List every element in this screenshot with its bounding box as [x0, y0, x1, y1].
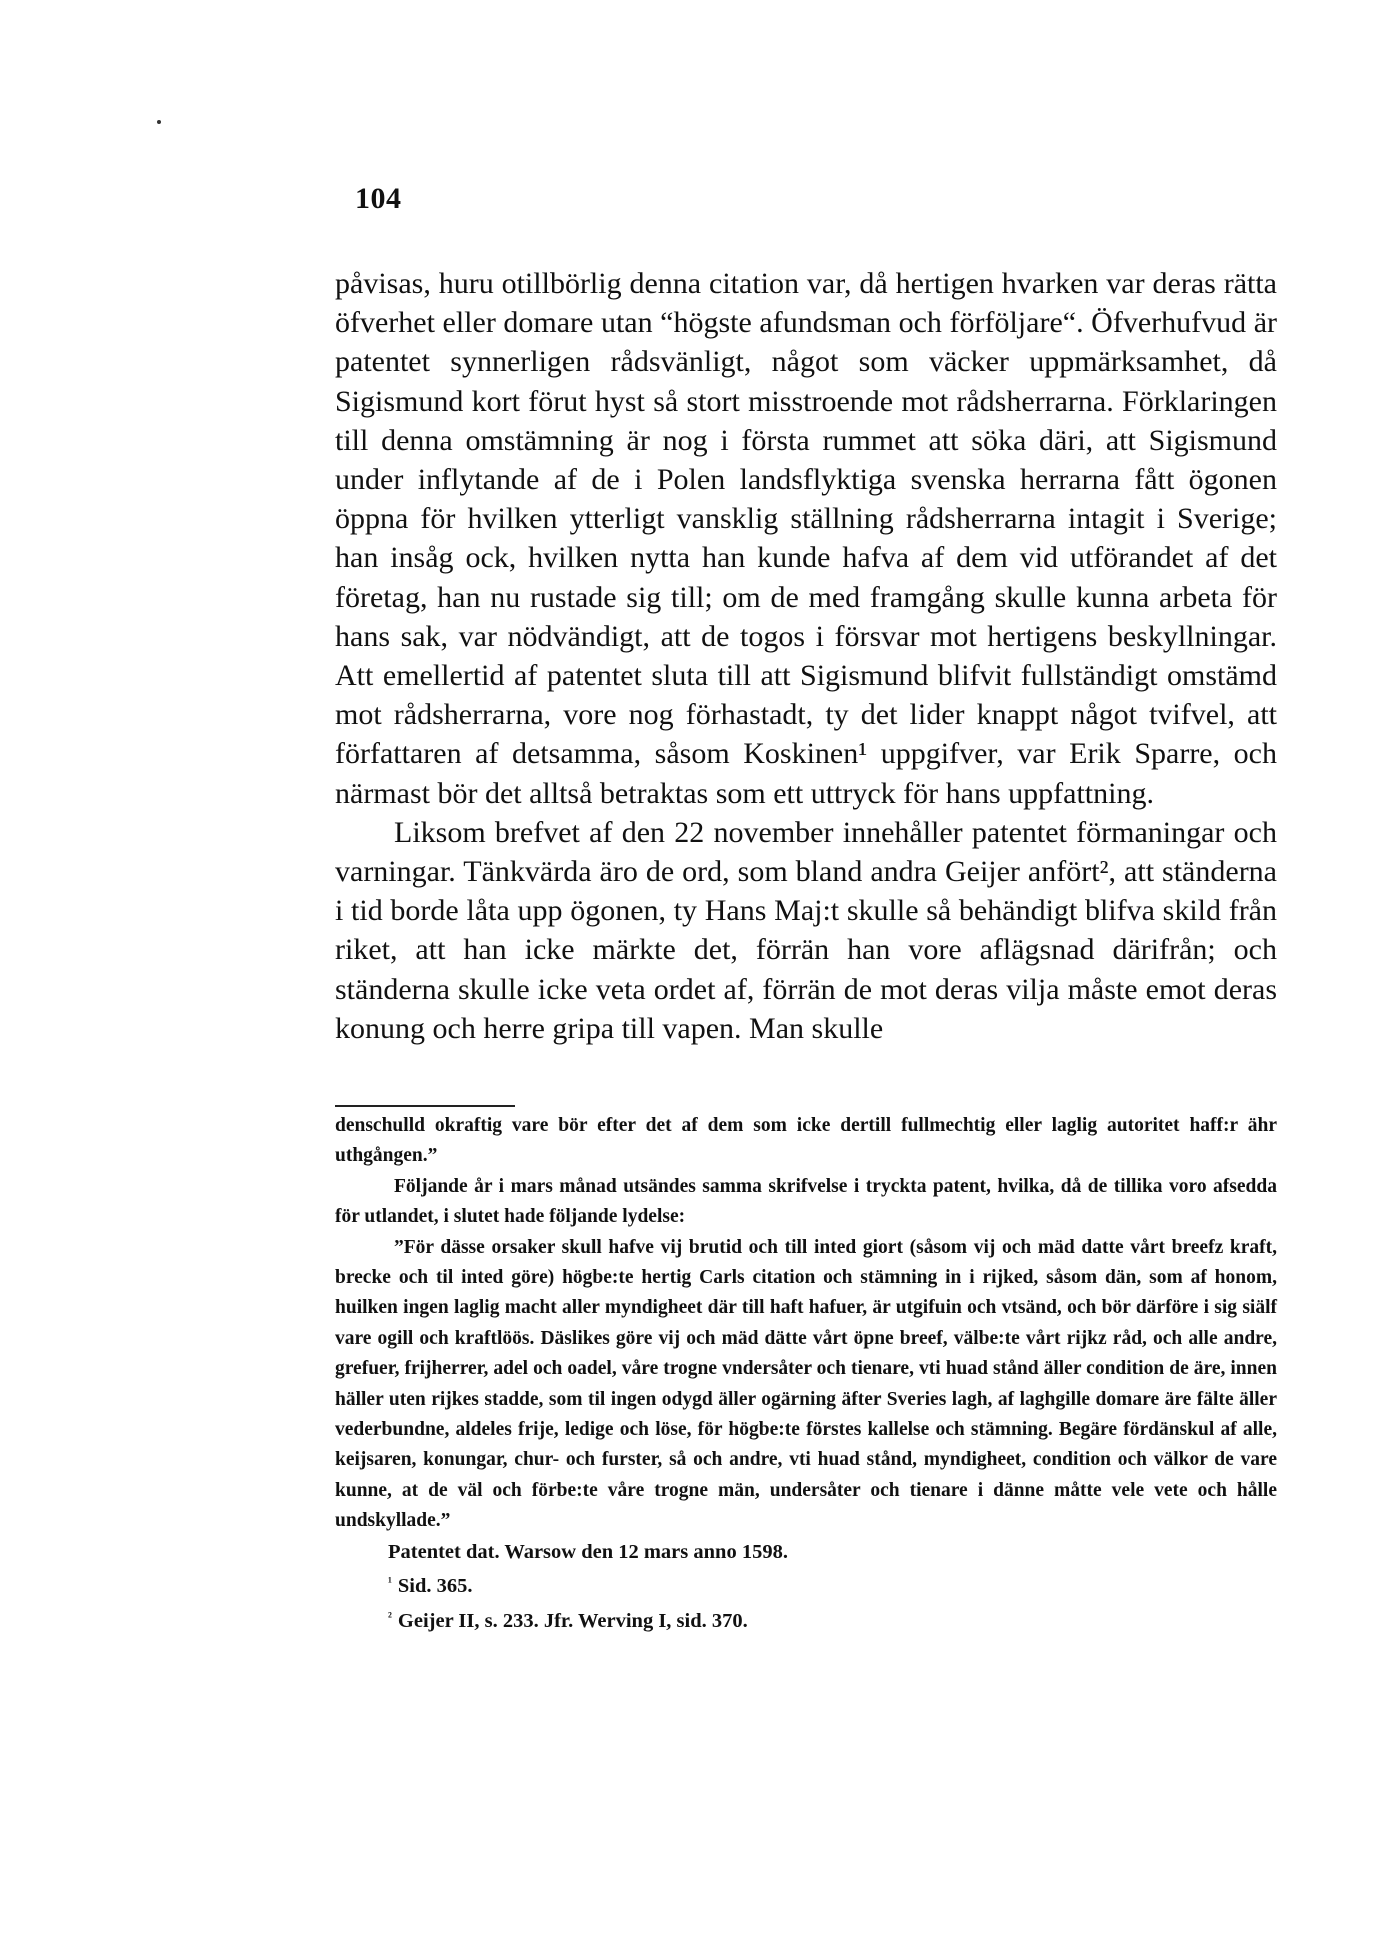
footnote-marker: ²: [388, 1608, 392, 1624]
footnote-1: [335, 1567, 1277, 1601]
note-quote: ”För dässe orsaker skull hafve vij brutid och till inted giort (såsom vij och mäd datte vårt breefz kraft, brecke och til inted göre) högbe:te hertig Carls citation och stämning in i rijked, såsom dän, som af honom, huilken ingen laglig macht aller myndigheet där till haft hafuer, är utgifuin och vtsänd, och bör därföre i sig siälf vare ogill och kraftlöös. Däslikes göre vij och mäd dätte vårt öpne breef, välbe:te vårt rijkz råd, och alle andre, grefuer, frijherrer, adel och oadel, våre trogne vndersåter och tienare, vti huad stånd äller condition de äre, innen häller uten rijkes stadde, som til ingen odygd äller ogärning äfter Sveries lagh, af laghgille domare äre fälte äller vederbundne, aldeles frije, ledige och löse, för högbe:te förstes kallelse och stämning. Begäre fördänskul af alle, keijsaren, konungar, chur- och furster, så och andre, vti huad stånd, myndigheet, condition och välkor de vare kunne, at de väl och förbe:te våre trogne män, undersåter och tienare i dänne måtte vele vete och hålle undskyllade.”: [335, 1236, 1277, 1532]
footnote-2: [335, 1602, 1277, 1636]
note-dated: Patentet dat. Warsow den 12 mars anno 1598.: [388, 1540, 788, 1563]
footnote-divider: [335, 1105, 515, 1107]
note-intro: Följande år i mars månad utsändes samma skrifvelse i tryckta patent, hvilka, då de tillika voro afsedda för utlandet, i slutet hade följande lydelse:: [335, 1175, 1277, 1228]
continued-quote: denschulld okraftig vare bör efter det af dem som icke dertill fullmechtig eller laglig autoritet haff:r ähr uthgången.”: [335, 1115, 1277, 1167]
footnote-text: Geijer II, s. 233. Jfr. Werving I, sid. 370.: [397, 1609, 748, 1632]
main-text: [335, 264, 1277, 1048]
footnote-text: Sid. 365.: [397, 1575, 473, 1598]
page-number: 104: [355, 182, 402, 215]
paragraph: Liksom brefvet af den 22 november innehåller patentet förmaningar och varningar. Tänkvärda äro de ord, som bland andra Geijer anfört², att ständerna i tid borde låta upp ögonen, ty Hans Maj:t skulle så behändigt blifva skild från riket, att han icke märkte det, förrän han vore aflägsnad därifrån; och ständerna skulle icke veta ordet af, förrän de mot deras vilja måste emot deras konung och herre gripa till vapen. Man skulle: [335, 815, 1277, 1045]
footnote-marker: ¹: [388, 1574, 392, 1590]
footnotes-section: [335, 1111, 1277, 1636]
paragraph: påvisas, huru otillbörlig denna citation var, då hertigen hvarken var deras rätta öfverhet eller domare utan “högste afundsman och förföljare“. Öfverhufvud är patentet synnerligen rådsvänligt, något som väcker uppmärksamhet, då Sigismund kort förut hyst så stort misstroende mot rådsherrarna. Förklaringen till denna omstämning är nog i första rummet att söka däri, att Sigismund under inflytande af de i Polen landsflyktiga svenska herrarna fått ögonen öppna för hvilken ytterligt vansklig ställning rådsherrarna intagit i Sverige; han insåg ock, hvilken nytta han kunde hafva af dem vid utförandet af det företag, han nu rustade sig till; om de med framgång skulle kunna arbeta för hans sak, var nödvändigt, att de togos i försvar mot hertigens beskyllningar. Att emellertid af patentet sluta till att Sigismund blifvit fullständigt omstämd mot rådsherrarna, vore nog förhastadt, ty det lider knappt något tvifvel, att författaren af detsamma, såsom Koskinen¹ uppgifver, var Erik Sparre, och närmast bör det alltså betraktas som ett uttryck för hans uppfattning.: [335, 267, 1277, 810]
stray-mark: [157, 120, 161, 124]
